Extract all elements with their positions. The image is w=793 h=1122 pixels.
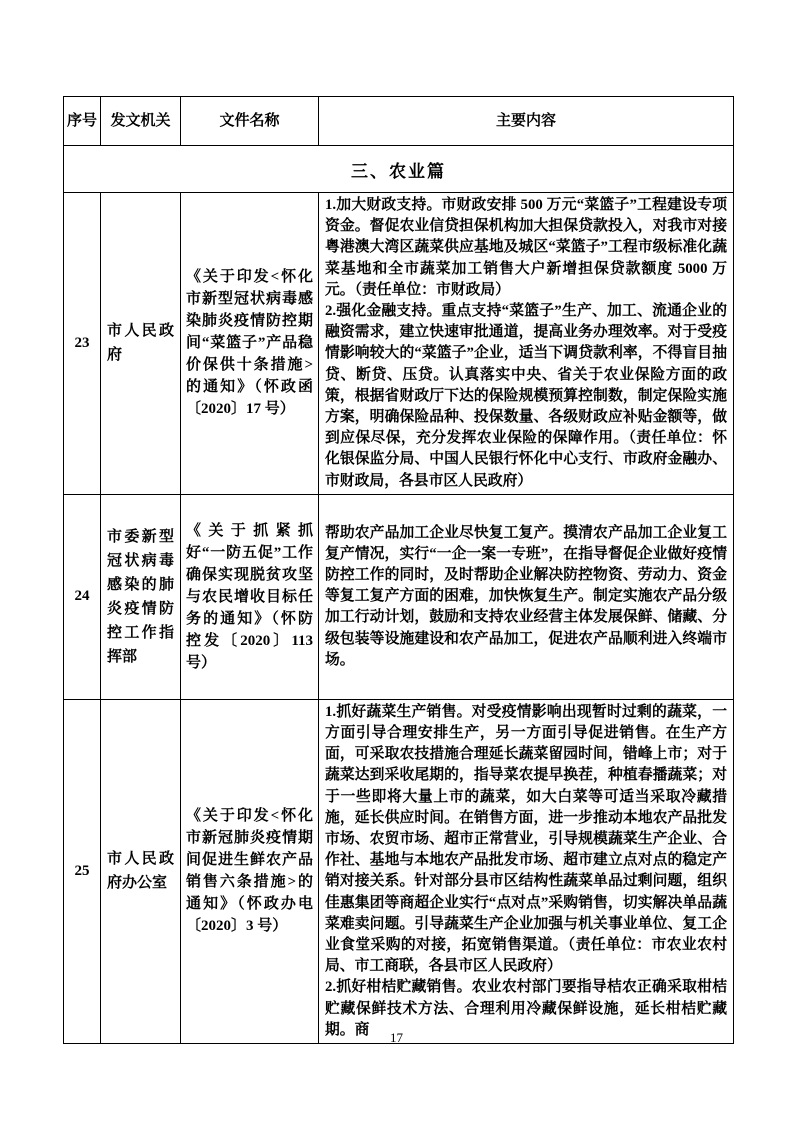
row-number-cell: 25 <box>64 699 101 1043</box>
doc-title-cell: 《关于抓紧抓好“一防五促”工作确保实现脱贫攻坚与农民增收目标任务的通知》（怀防控发〔2020〕113 号） <box>181 494 319 699</box>
header-cell-doc-title: 文件名称 <box>181 97 319 146</box>
content-cell <box>319 494 734 699</box>
row-number-cell: 24 <box>64 494 101 699</box>
content-paragraph: 1.加大财政支持。市财政安排 500 万元“菜篮子”工程建设专项资金。督促农业信贷担保机构加大担保贷款投入，对我市对接粤港澳大湾区蔬菜供应基地及城区“菜篮子”工程市级标准化蔬菜基地和全市蔬菜加工销售大户新增担保贷款额度 5000 万元。（责任单位：市财政局） <box>325 197 727 298</box>
section-title: 三、农业篇 <box>64 146 734 193</box>
row-number-cell: 23 <box>64 193 101 495</box>
agency-cell: 市人民政府办公室 <box>101 699 181 1043</box>
table-row <box>64 699 734 1043</box>
doc-title-cell: 《关于印发<怀化市新型冠状病毒感染肺炎疫情防控期间“菜篮子”产品稳价保供十条措施>的通知》（怀政函〔2020〕17 号） <box>181 193 319 495</box>
doc-title-cell: 《关于印发<怀化市新冠肺炎疫情期间促进生鲜农产品销售六条措施>的通知》（怀政办电〔2020〕3 号） <box>181 699 319 1043</box>
header-cell-content: 主要内容 <box>319 97 734 146</box>
page-number: 17 <box>390 1030 403 1045</box>
content-paragraph: 2.抓好柑桔贮藏销售。农业农村部门要指导桔农正确采取柑桔贮藏保鲜技术方法、合理利用冷藏保鲜设施，延长柑桔贮藏期。商 <box>325 979 727 1038</box>
table-row <box>64 193 734 495</box>
content-cell <box>319 699 734 1043</box>
content-cell <box>319 193 734 495</box>
content-paragraph: 2.强化金融支持。重点支持“菜篮子”生产、加工、流通企业的融资需求，建立快速审批通道，提高业务办理效率。对于受疫情影响较大的“菜篮子”企业，适当下调贷款利率，不得盲目抽贷、断贷、压贷。认真落实中央、省关于农业保险方面的政策，根据省财政厅下达的保险规模预算控制数，制定保险实施方案，明确保险品种、投保数量、各级财政应补贴金额等，做到应保尽保，充分发挥农业保险的保障作用。（责任单位：怀化银保监分局、中国人民银行怀化中心支行、市政府金融办、市财政局，各县市区人民政府） <box>325 303 727 489</box>
policy-table <box>63 96 734 1044</box>
agency-cell: 市人民政府 <box>101 193 181 495</box>
header-cell-no: 序号 <box>64 97 101 146</box>
header-cell-agency: 发文机关 <box>101 97 181 146</box>
section-row <box>64 146 734 193</box>
table-header-row <box>64 97 734 146</box>
agency-cell: 市委新型冠状病毒感染的肺炎疫情防控工作指挥部 <box>101 494 181 699</box>
table-row <box>64 494 734 699</box>
content-paragraph: 1.抓好蔬菜生产销售。对受疫情影响出现暂时过剩的蔬菜，一方面引导合理安排生产，另一方面引导促进销售。在生产方面，可采取农技措施合理延长蔬菜留园时间，错峰上市；对于蔬菜达到采收尾期的，指导菜农提早换茬，种植春播蔬菜；对于一些即将大量上市的蔬菜，如大白菜等可适当采取冷藏措施，延长供应时间。在销售方面，进一步推动本地农产品批发市场、农贸市场、超市正常营业，引导规模蔬菜生产企业、合作社、基地与本地农产品批发市场、超市建立点对点的稳定产销对接关系。针对部分县市区结构性蔬菜单品过剩问题，组织佳惠集团等商超企业实行“点对点”采购销售，切实解决单品蔬菜难卖问题。引导蔬菜生产企业加强与机关事业单位、复工企业食堂采购的对接，拓宽销售渠道。（责任单位：市农业农村局、市工商联，各县市区人民政府） <box>325 703 727 975</box>
content-paragraph: 帮助农产品加工企业尽快复工复产。摸清农产品加工企业复工复产情况，实行“一企一案一专班”，在指导督促企业做好疫情防控工作的同时，及时帮助企业解决防控物资、劳动力、资金等复工复产方面的困难，加快恢复生产。制定实施农产品分级加工行动计划，鼓励和支持农业经营主体发展保鲜、储藏、分级包装等设施建设和农产品加工，促进农产品顺利进入终端市场。 <box>325 524 727 668</box>
